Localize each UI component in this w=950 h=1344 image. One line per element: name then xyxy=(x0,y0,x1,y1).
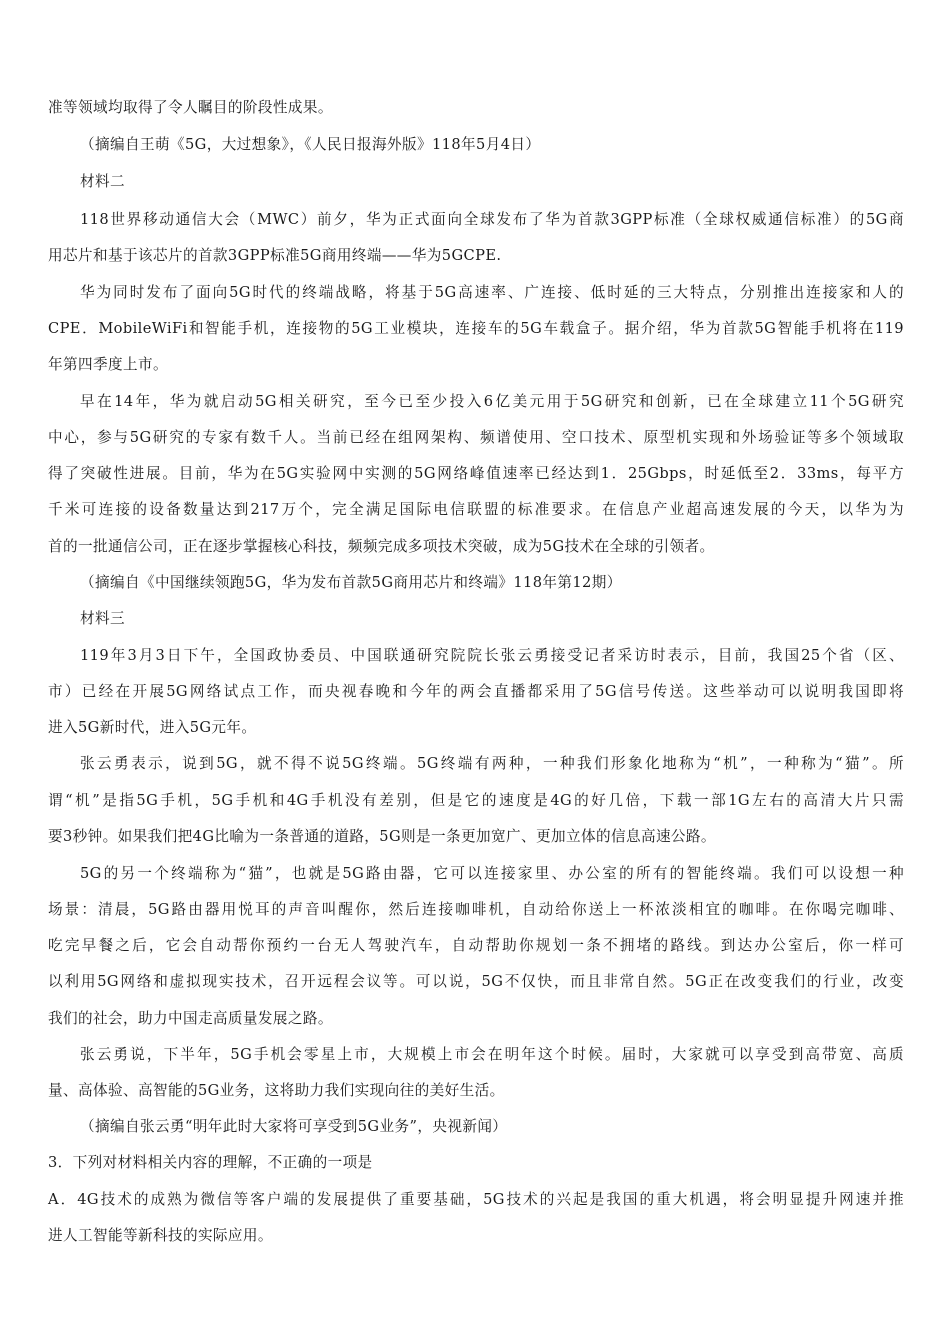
paragraph-line: 年第四季度上市。 xyxy=(48,356,168,373)
option-a-continued: 进人工智能等新科技的实际应用。 xyxy=(48,1227,273,1244)
paragraph-line: 得了突破性进展。目前，华为在5G实验网中实测的5G网络峰值速率已经达到1．25Gbps，时延低至2．33ms，每平方 xyxy=(48,465,904,482)
paragraph-line: 市）已经在开展5G网络试点工作，而央视春晚和今年的两会直播都采用了5G信号传送。这些举动可以说明我国即将 xyxy=(48,683,904,700)
paragraph-line: 张云勇表示，说到5G，就不得不说5G终端。5G终端有两种，一种我们形象化地称为“机”，一种称为“猫”。所 xyxy=(80,755,904,772)
paragraph-line: 我们的社会，助力中国走高质量发展之路。 xyxy=(48,1010,333,1027)
paragraph-line: 以利用5G网络和虚拟现实技术，召开远程会议等。可以说，5G不仅快，而且非常自然。5G正在改变我们的行业，改变 xyxy=(48,973,904,990)
paragraph-line: 场景：清晨，5G路由器用悦耳的声音叫醒你，然后连接咖啡机，自动给你送上一杯浓淡相宜的咖啡。在你喝完咖啡、 xyxy=(48,901,904,918)
paragraph-line: 中心，参与5G研究的专家有数千人。当前已经在组网架构、频谱使用、空口技术、原型机实现和外场验证等多个领域取 xyxy=(48,429,904,446)
paragraph-line: 千米可连接的设备数量达到217万个，完全满足国际电信联盟的标准要求。在信息产业超高速发展的今天，以华为为 xyxy=(48,501,904,518)
paragraph-line: CPE．MobileWiFi和智能手机，连接物的5G工业模块，连接车的5G车载盒子。据介绍，华为首款5G智能手机将在119 xyxy=(48,320,904,337)
source-citation: （摘编自《中国继续领跑5G，华为发布首款5G商用芯片和终端》118年第12期） xyxy=(80,574,622,591)
paragraph-line: 用芯片和基于该芯片的首款3GPP标准5G商用终端——华为5GCPE. xyxy=(48,247,502,264)
paragraph-line: 首的一批通信公司，正在逐步掌握核心科技，频频完成多项技术突破，成为5G技术在全球的引领者。 xyxy=(48,538,715,555)
paragraph-line: 早在14年，华为就启动5G相关研究，至今已至少投入6亿美元用于5G研究和创新，已在全球建立11个5G研究 xyxy=(80,393,904,410)
paragraph-line: 张云勇说，下半年，5G手机会零星上市，大规模上市会在明年这个时候。届时，大家就可以享受到高带宽、高质 xyxy=(80,1046,904,1063)
text-line: 准等领域均取得了令人瞩目的阶段性成果。 xyxy=(48,99,333,116)
paragraph-line: 119年3月3日下午，全国政协委员、中国联通研究院院长张云勇接受记者采访时表示，目前，我国25个省（区、 xyxy=(80,647,904,664)
paragraph-line: 吃完早餐之后，它会自动帮你预约一台无人驾驶汽车，自动帮助你规划一条不拥堵的路线。到达办公室后，你一样可 xyxy=(48,937,904,954)
paragraph-line: 华为同时发布了面向5G时代的终端战略，将基于5G高速率、广连接、低时延的三大特点，分别推出连接家和人的 xyxy=(80,284,904,301)
paragraph-line: 进入5G新时代，进入5G元年。 xyxy=(48,719,257,736)
source-citation: （摘编自王萌《5G，大过想象》，《人民日报海外版》118年5月4日） xyxy=(80,136,541,153)
paragraph-line: 谓“机”是指5G手机，5G手机和4G手机没有差别，但是它的速度是4G的好几倍，下载一部1G左右的高清大片只需 xyxy=(48,792,904,809)
section-heading: 材料三 xyxy=(80,610,125,627)
paragraph-line: 118世界移动通信大会（MWC）前夕，华为正式面向全球发布了华为首款3GPP标准（全球权威通信标准）的5G商 xyxy=(80,211,904,228)
paragraph-line: 要3秒钟。如果我们把4G比喻为一条普通的道路，5G则是一条更加宽广、更加立体的信息高速公路。 xyxy=(48,828,716,845)
question-stem: 3．下列对材料相关内容的理解，不正确的一项是 xyxy=(48,1154,373,1171)
source-citation: （摘编自张云勇“明年此时大家将可享受到5G业务”，央视新闻） xyxy=(80,1118,508,1135)
paragraph-line: 量、高体验、高智能的5G业务，这将助力我们实现向往的美好生活。 xyxy=(48,1082,505,1099)
option-a: A．4G技术的成熟为微信等客户端的发展提供了重要基础，5G技术的兴起是我国的重大机遇，将会明显提升网速并推 xyxy=(48,1191,904,1208)
section-heading: 材料二 xyxy=(80,173,125,190)
paragraph-line: 5G的另一个终端称为“猫”，也就是5G路由器，它可以连接家里、办公室的所有的智能终端。我们可以设想一种 xyxy=(80,865,904,882)
